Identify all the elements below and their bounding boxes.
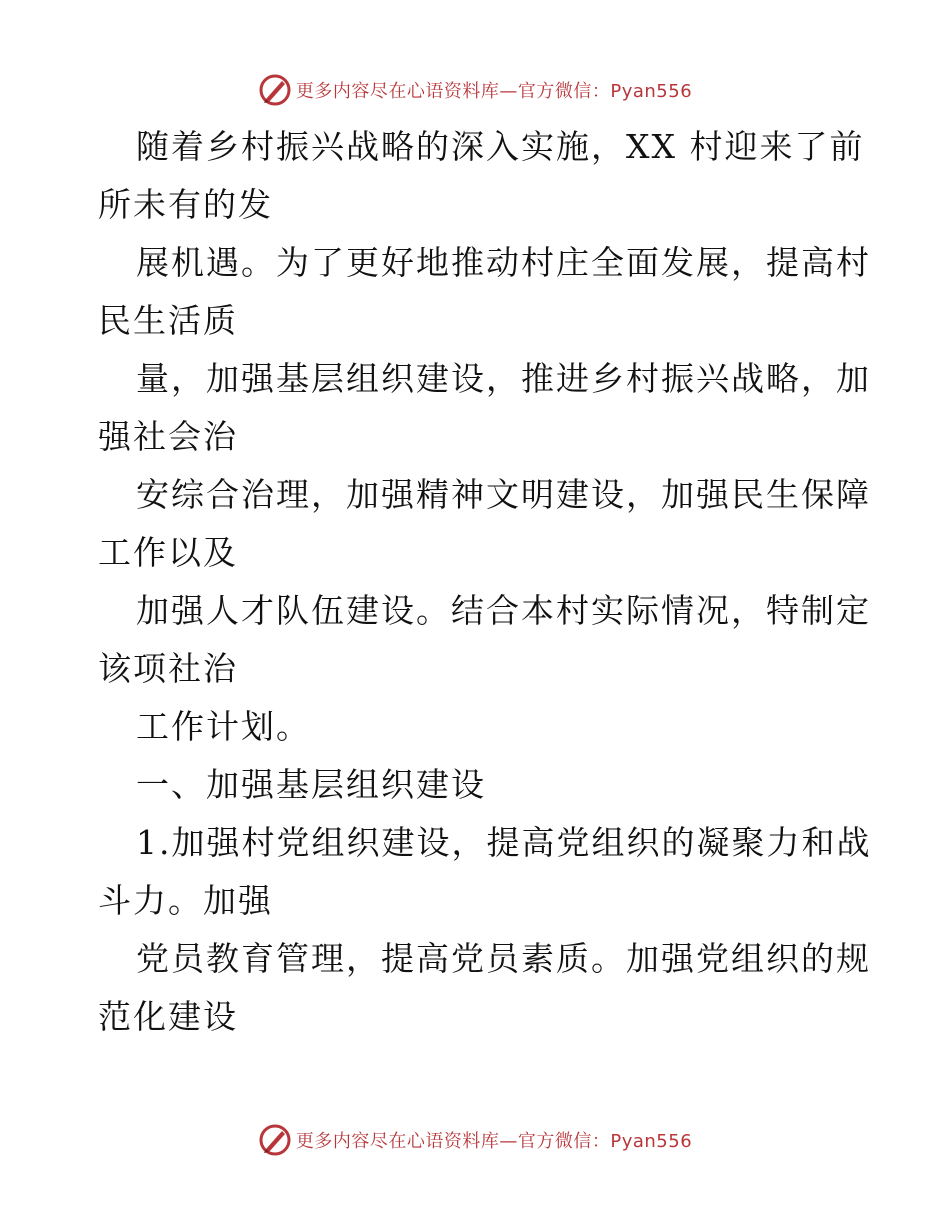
text-line: 范化建设 [98, 997, 238, 1036]
text-line: 加强人才队伍建设。结合本村实际情况，特制定 [136, 591, 871, 630]
text-line: 民生活质 [98, 301, 238, 340]
header-banner [0, 70, 950, 110]
text-line: 安综合治理，加强精神文明建设，加强民生保障 [136, 475, 871, 514]
text-line: 一、加强基层组织建设 [136, 765, 486, 804]
pen-logo-icon [258, 1123, 292, 1157]
text-line: 强社会治 [98, 417, 238, 456]
footer-banner [0, 1120, 950, 1160]
text-line: 党员教育管理，提高党员素质。加强党组织的规 [136, 939, 871, 978]
pen-logo-icon [258, 73, 292, 107]
text-line: 量，加强基层组织建设，推进乡村振兴战略，加 [136, 359, 871, 398]
text-line: 斗力。加强 [98, 881, 273, 920]
text-line: 展机遇。为了更好地推动村庄全面发展，提高村 [136, 243, 871, 282]
text-line: 所未有的发 [98, 185, 273, 224]
text-line: 该项社治 [98, 649, 238, 688]
banner-text: 更多内容尽在心语资料库—官方微信：Pyan556 [295, 81, 693, 102]
document-body [98, 118, 872, 1046]
text-line: 1.加强村党组织建设，提高党组织的凝聚力和战 [136, 823, 872, 862]
banner-text: 更多内容尽在心语资料库—官方微信：Pyan556 [295, 1131, 693, 1152]
text-line: 工作计划。 [136, 707, 311, 746]
text-line: 工作以及 [98, 533, 238, 572]
text-line: 随着乡村振兴战略的深入实施，XX 村迎来了前 [136, 127, 865, 166]
